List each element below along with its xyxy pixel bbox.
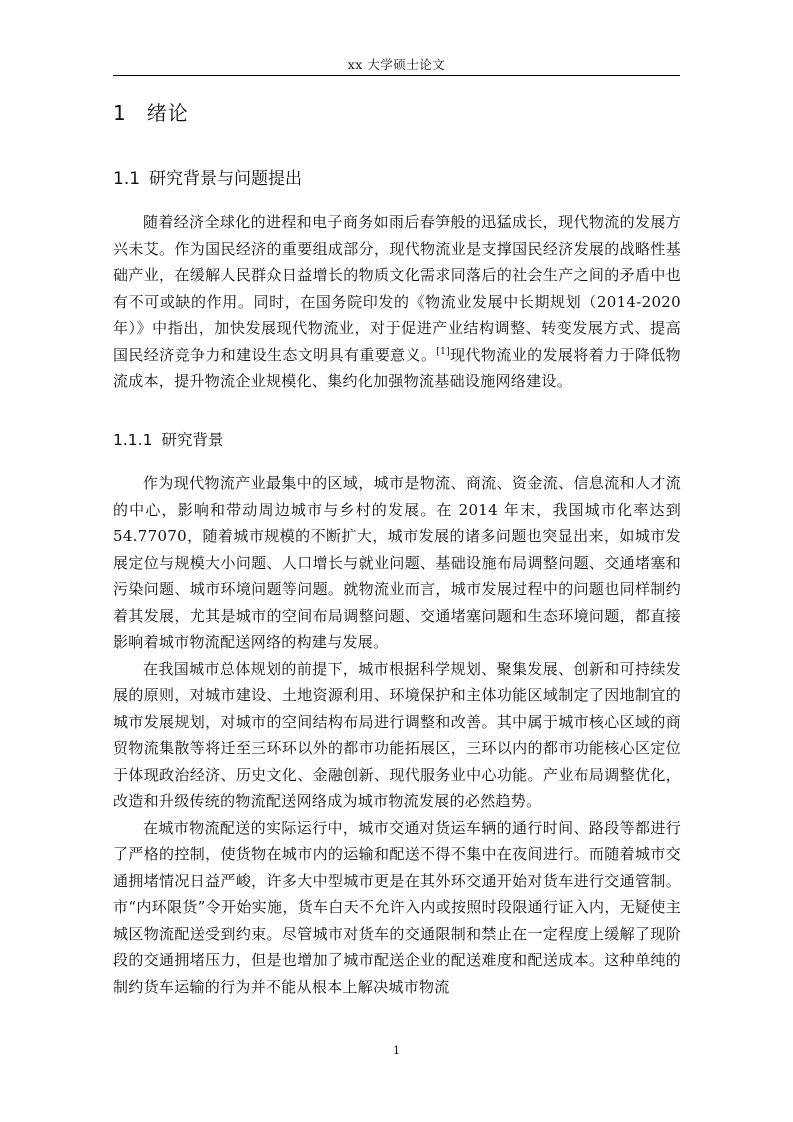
citation-ref: [1] bbox=[436, 346, 451, 357]
chapter-number: 1 bbox=[113, 101, 127, 125]
background-block bbox=[113, 470, 681, 1000]
body-paragraph: 在我国城市总体规划的前提下，城市根据科学规划、聚集发展、创新和可持续发展的原则，对城市建设、土地资源利用、环境保护和主体功能区域制定了因地制宜的城市发展规划，对城市的空间结构布局进行调整和改善。其中属于城市核心区域的商贸物流集散等将迁至三环环以外的都市功能拓展区，三环以内的都市功能核心区定位于体现政治经济、历史文化、金融创新、现代服务业中心功能。产业布局调整优化，改造和升级传统的物流配送网络成为城市物流发展的必然趋势。 bbox=[113, 659, 681, 810]
chapter-heading bbox=[113, 97, 189, 126]
subsection-number: 1.1.1 bbox=[113, 431, 153, 449]
intro-text-after-ref: 现代物流业的发展将着力于降低物流成本，提升物流企业规模化、集约化加强物流基础设施网络建设。 bbox=[113, 345, 681, 390]
section-number: 1.1 bbox=[113, 169, 141, 189]
intro-text-before-ref: 随着经济全球化的进程和电子商务如雨后春笋般的迅猛成长，现代物流的发展方兴未艾。作为国民经济的重要组成部分，现代物流业是支撑国民经济发展的战略性基础产业，在缓解人民群众日益增长的物质文化需求同落后的社会生产之间的矛盾中也有不可或缺的作用。同时，在国务院印发的《物流业发展中长期规划（2014-2020 年）》中指出，加快发展现代物流业，对于促进产业结构调整、转变发展方式、提高国民经济竞争力和建设生态文明具有重要意义。 bbox=[113, 213, 681, 364]
body-paragraph: 作为现代物流产业最集中的区域，城市是物流、商流、资金流、信息流和人才流的中心，影响和带动周边城市与乡村的发展。在 2014 年末，我国城市化率达到 54.77070，随着城市规模的不断扩大，城市发展的诸多问题也突显出来，如城市发展定位与规模大小问题、人口增长与就业问题、基础设施布局调整问题、交通堵塞和污染问题、城市环境问题等问题。就物流业而言，城市发展过程中的问题也同样制约着其发展，尤其是城市的空间布局调整问题、交通堵塞问题和生态环境问题，都直接影响着城市物流配送网络的构建与发展。 bbox=[113, 474, 681, 651]
chapter-title: 绪论 bbox=[146, 101, 189, 125]
page-number: 1 bbox=[393, 1044, 400, 1057]
subsection-title: 研究背景 bbox=[161, 431, 224, 449]
intro-paragraph bbox=[113, 209, 681, 395]
section-title: 研究背景与问题提出 bbox=[149, 169, 303, 189]
running-header: xx 大学硕士论文 bbox=[347, 57, 446, 72]
subsection-heading bbox=[113, 428, 223, 450]
body-paragraph: 在城市物流配送的实际运行中，城市交通对货运车辆的通行时间、路段等都进行了严格的控制，使货物在城市内的运输和配送不得不集中在夜间进行。而随着城市交通拥堵情况日益严峻，许多大中型城市更是在其外环交通开始对货车进行交通管制。市“内环限货”令开始实施，货车白天不允许入内或按照时段限通行证入内，无疑使主城区物流配送受到约束。尽管城市对货车的交通限制和禁止在一定程度上缓解了现阶段的交通拥堵压力，但是也增加了城市配送企业的配送难度和配送成本。这种单纯的制约货车运输的行为并不能从根本上解决城市物流 bbox=[113, 818, 681, 996]
section-heading bbox=[113, 164, 302, 189]
header-divider bbox=[113, 75, 680, 76]
intro-block bbox=[113, 209, 681, 395]
